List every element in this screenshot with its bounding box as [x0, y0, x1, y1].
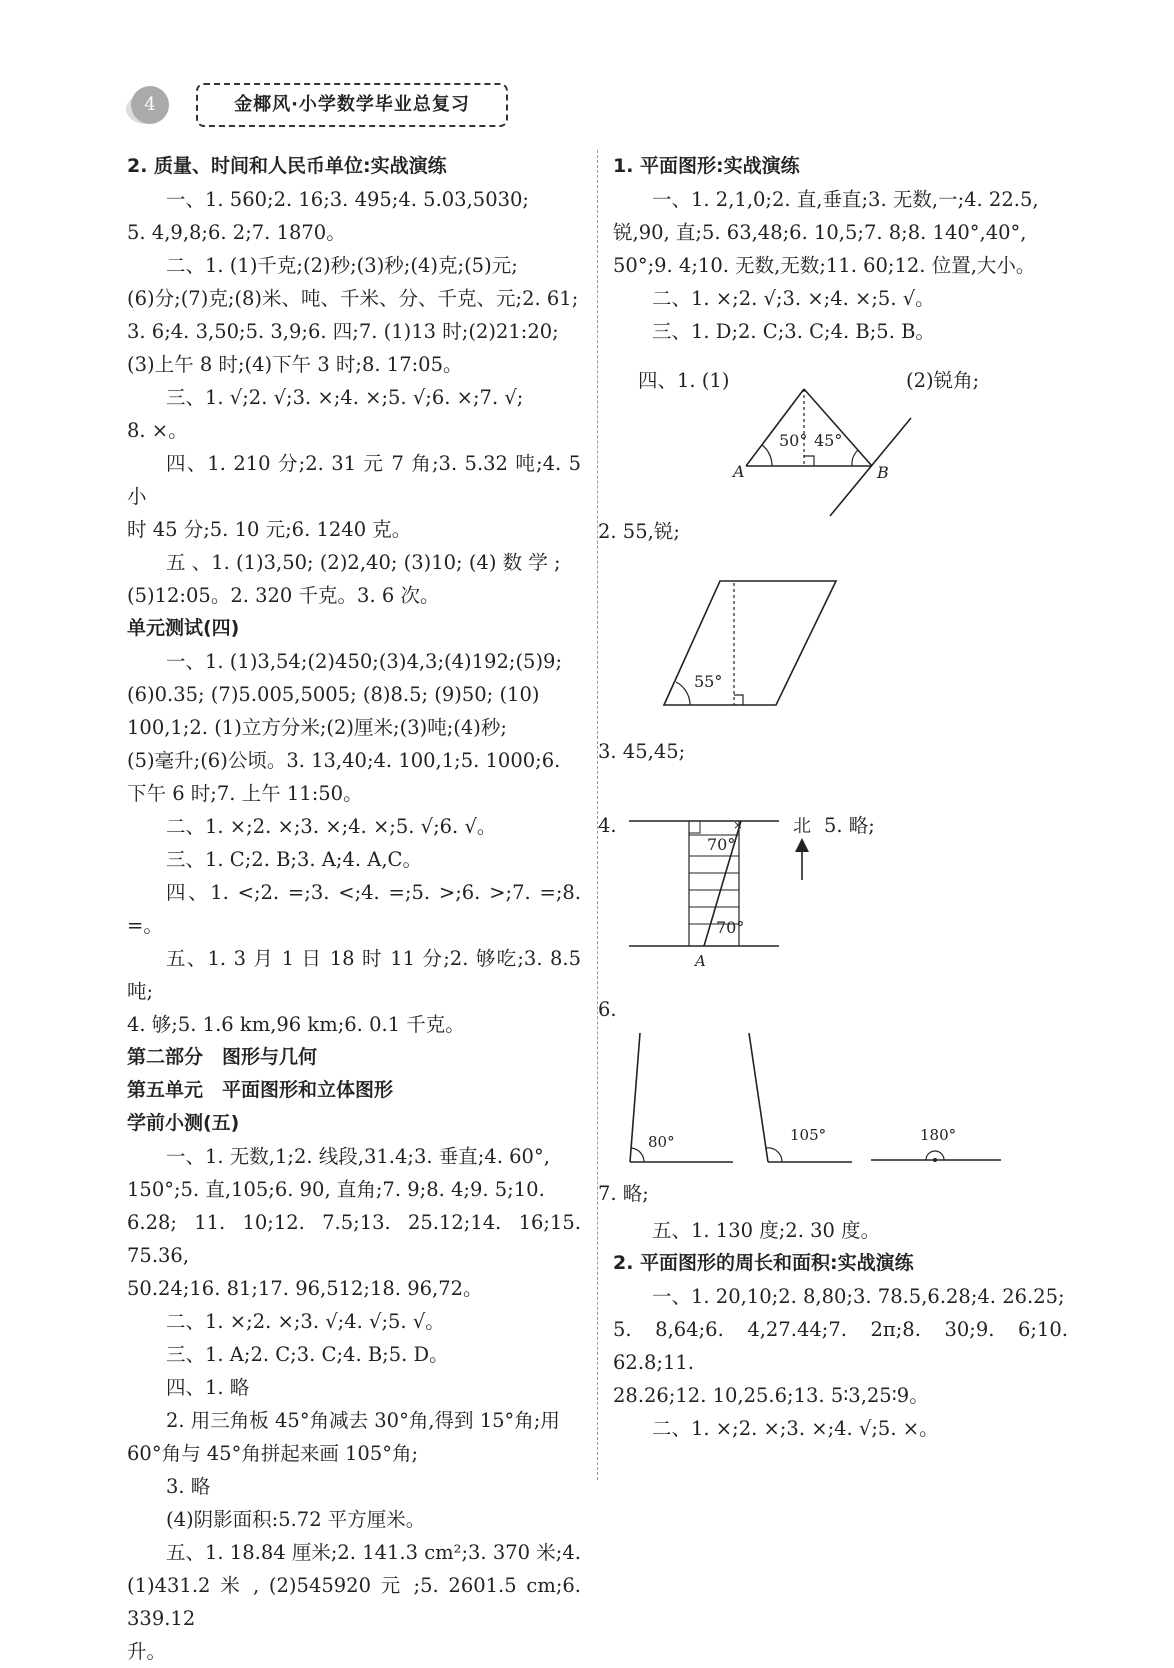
angle-80: 80°	[648, 1133, 675, 1151]
angle-180: 180°	[920, 1126, 957, 1144]
q3-text: 3. 45,45;	[598, 740, 686, 763]
answer-line: 50°;9. 4;10. 无数,无数;11. 60;12. 位置,大小。	[613, 254, 1036, 277]
triangle-label-a: A	[733, 462, 745, 481]
right-column-bottom	[613, 1214, 1068, 1445]
answer-line: 3. 略	[166, 1475, 211, 1498]
q6-label: 6.	[598, 998, 617, 1021]
answer-line: 一、1. 2,1,0;2. 直,垂直;3. 无数,一;4. 22.5,	[652, 188, 1039, 211]
triangle-label-b: B	[877, 463, 889, 482]
triangle-angle-b: 45°	[814, 431, 843, 450]
answer-line: 下午 6 时;7. 上午 11:50。	[127, 782, 363, 805]
answer-line: 5. 8,64;6. 4,27.44;7. 2π;8. 30;9. 6;10. 62.8;11.	[613, 1318, 1068, 1374]
answer-line: 四、1. 略	[166, 1376, 250, 1399]
answer-line: 二、1. (1)千克;(2)秒;(3)秒;(4)克;(5)元;	[166, 254, 518, 277]
answer-line: 五、1. 18.84 厘米;2. 141.3 cm²;3. 370 米;4.	[166, 1541, 581, 1564]
north-label: 北	[793, 816, 811, 837]
answer-line: 三、1. D;2. C;3. C;4. B;5. B。	[652, 320, 935, 343]
answer-line: 50.24;16. 81;17. 96,512;18. 96,72。	[127, 1277, 483, 1300]
answer-line: 一、1. 20,10;2. 8,80;3. 78.5,6.28;4. 26.25;	[652, 1285, 1065, 1308]
parallelogram-angle: 55°	[694, 672, 723, 691]
q5-text: 5. 略;	[824, 814, 875, 837]
q4-1-part2: (2)锐角;	[906, 369, 980, 392]
answer-line: 150°;5. 直,105;6. 90, 直角;7. 9;8. 4;9. 5;10.	[127, 1178, 545, 1201]
answer-line: 二、1. ×;2. ×;3. ×;4. √;5. ×。	[652, 1417, 939, 1440]
answer-line: 28.26;12. 10,25.6;13. 5∶3,25∶9。	[613, 1384, 929, 1407]
header-title: 金椰风·小学数学毕业总复习	[196, 83, 508, 127]
answer-line: 三、1. √;2. √;3. ×;4. ×;5. √;6. ×;7. √;	[166, 386, 524, 409]
answer-line: 3. 6;4. 3,50;5. 3,9;6. 四;7. (1)13 时;(2)21:20;	[127, 320, 559, 343]
section-heading: 学前小测(五)	[127, 1112, 240, 1134]
answer-line: 2. 用三角板 45°角减去 30°角,得到 15°角;用	[166, 1409, 560, 1432]
answer-line: (5)12:05。2. 320 千克。3. 6 次。	[127, 584, 440, 607]
answer-line: 时 45 分;5. 10 元;6. 1240 克。	[127, 518, 412, 541]
answer-line: 五、1. 3 月 1 日 18 时 11 分;2. 够吃;3. 8.5 吨;	[127, 947, 581, 1003]
ladder-angle-bottom: 70°	[716, 918, 745, 937]
angle-105: 105°	[790, 1126, 827, 1144]
ladder-label-a: A	[695, 952, 706, 970]
answer-line: (6)分;(7)克;(8)米、吨、千米、分、千克、元;2. 61;	[127, 287, 579, 310]
section-heading: 第五单元 平面图形和立体图形	[127, 1079, 394, 1101]
triangle-angle-a: 50°	[779, 431, 808, 450]
answer-line: (6)0.35; (7)5.005,5005; (8)8.5; (9)50; (10)	[127, 683, 540, 706]
answer-line: 升。	[127, 1640, 167, 1663]
q4-label: 4.	[598, 814, 617, 837]
answer-line: 100,1;2. (1)立方分米;(2)厘米;(3)吨;(4)秒;	[127, 716, 507, 739]
answer-line: 三、1. C;2. B;3. A;4. A,C。	[166, 848, 422, 871]
answer-line: (1)431.2 米 , (2)545920 元 ;5. 2601.5 cm;6. 339.12	[127, 1574, 581, 1630]
svg-text:×: ×	[733, 818, 744, 832]
q4-1-label: 四、1. (1)	[638, 369, 730, 392]
section-heading: 第二部分 图形与几何	[127, 1046, 318, 1068]
answer-line: 五、1. 130 度;2. 30 度。	[652, 1219, 881, 1242]
answer-line: 二、1. ×;2. ×;3. √;4. √;5. √。	[166, 1310, 445, 1333]
answer-line: 三、1. A;2. C;3. C;4. B;5. D。	[166, 1343, 449, 1366]
ladder-angle-top: 70°	[707, 835, 736, 854]
answer-line: (4)阴影面积:5.72 平方厘米。	[166, 1508, 426, 1531]
answer-line: 二、1. ×;2. ×;3. ×;4. ×;5. √;6. √。	[166, 815, 497, 838]
answer-line: 一、1. (1)3,54;(2)450;(3)4,3;(4)192;(5)9;	[166, 650, 563, 673]
answer-line: 4. 够;5. 1.6 km,96 km;6. 0.1 千克。	[127, 1013, 465, 1036]
answer-line: 一、1. 无数,1;2. 线段,31.4;3. 垂直;4. 60°,	[166, 1145, 550, 1168]
answer-line: 五 、1. (1)3,50; (2)2,40; (3)10; (4) 数 学 ;	[166, 551, 561, 574]
answer-line: 5. 4,9,8;6. 2;7. 1870。	[127, 221, 346, 244]
answer-line: 二、1. ×;2. √;3. ×;4. ×;5. √。	[652, 287, 935, 310]
answer-line: (3)上午 8 时;(4)下午 3 时;8. 17:05。	[127, 353, 463, 376]
answer-line: 6.28; 11. 10;12. 7.5;13. 25.12;14. 16;15. 75.36,	[127, 1211, 581, 1267]
page-number: 4	[131, 86, 169, 124]
answer-line: 四、1. 210 分;2. 31 元 7 角;3. 5.32 吨;4. 5 小	[127, 452, 581, 508]
q7-text: 7. 略;	[598, 1182, 649, 1205]
answer-line: 锐,90, 直;5. 63,48;6. 10,5;7. 8;8. 140°,40°,	[613, 221, 1027, 244]
section-heading: 单元测试(四)	[127, 617, 240, 639]
answer-line: (5)毫升;(6)公顷。3. 13,40;4. 100,1;5. 1000;6.	[127, 749, 561, 772]
answer-line: 60°角与 45°角拼起来画 105°角;	[127, 1442, 419, 1465]
answer-line: 四、1. <;2. =;3. <;4. =;5. >;6. >;7. =;8. =。	[127, 881, 581, 937]
q2-text: 2. 55,锐;	[598, 520, 680, 543]
section-heading: 1. 平面图形:实战演练	[613, 155, 800, 177]
answer-line: 一、1. 560;2. 16;3. 495;4. 5.03,5030;	[166, 188, 529, 211]
answer-line: 8. ×。	[127, 419, 188, 442]
section-heading: 2. 平面图形的周长和面积:实战演练	[613, 1252, 914, 1274]
section-heading: 2. 质量、时间和人民币单位:实战演练	[127, 155, 447, 177]
